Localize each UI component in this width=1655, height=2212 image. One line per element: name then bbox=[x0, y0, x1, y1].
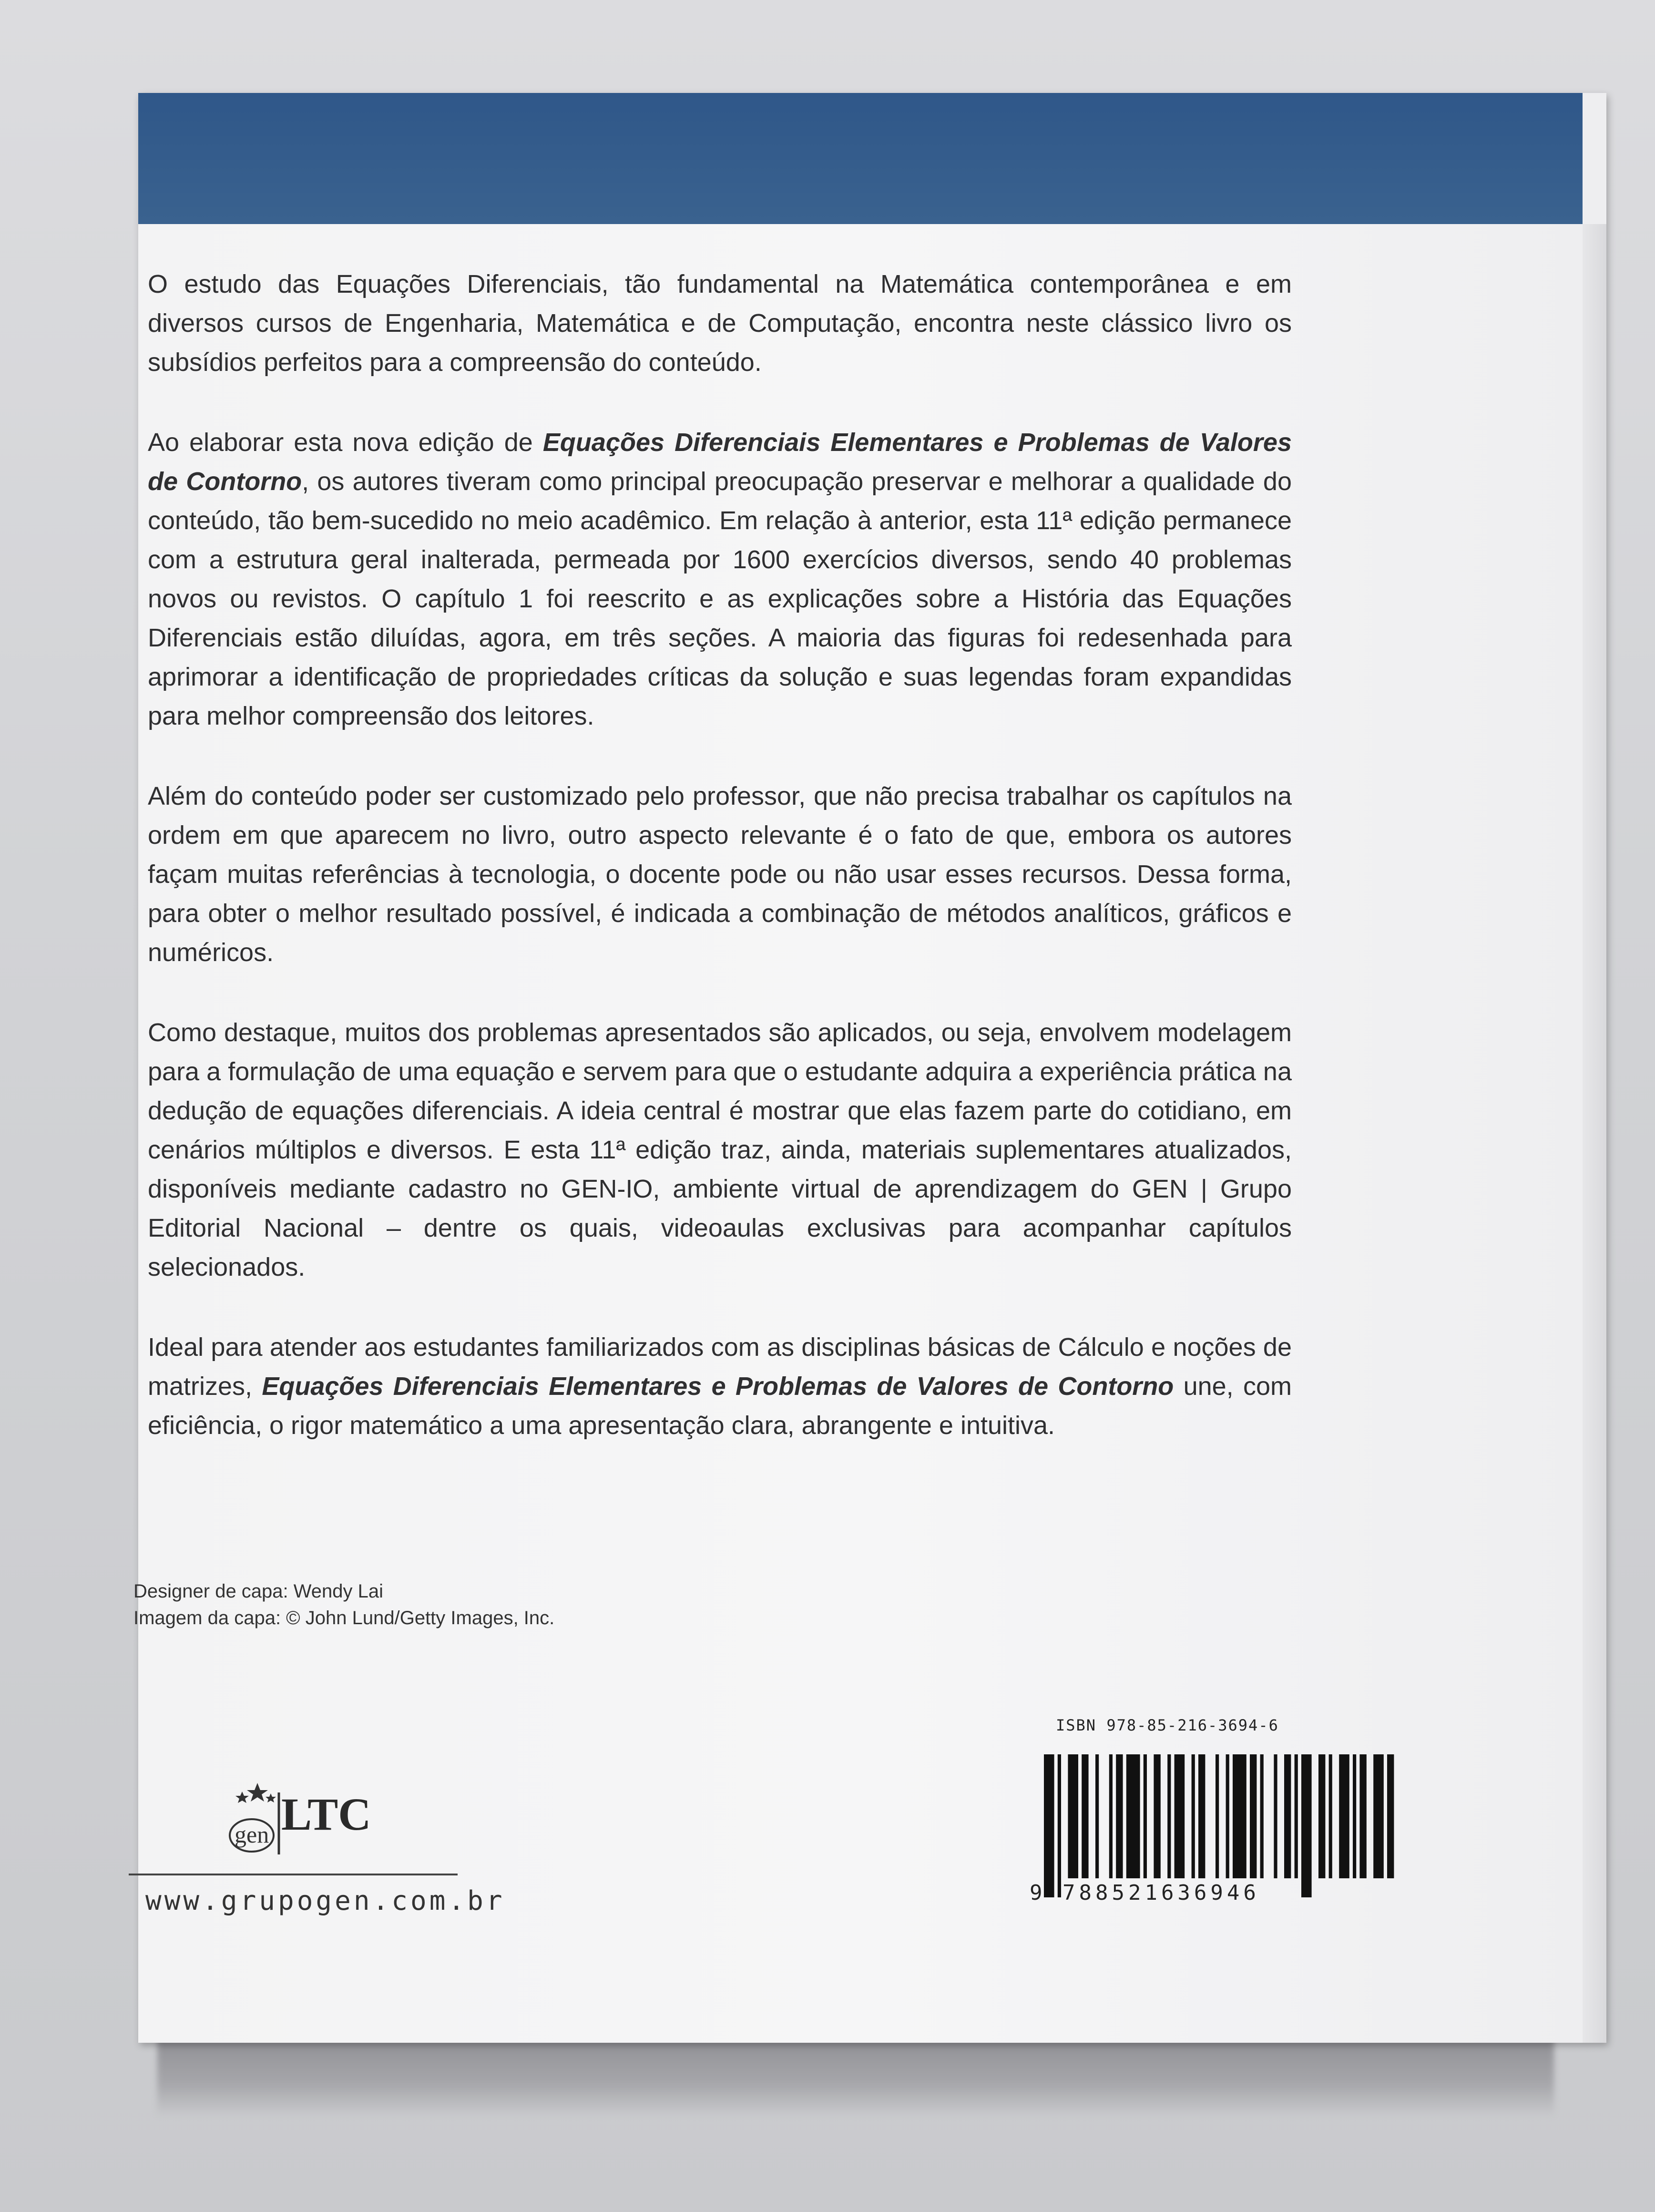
barcode-digits bbox=[1030, 1881, 1260, 1905]
barcode-bar bbox=[1116, 1754, 1123, 1878]
paragraph-2-before: Ao elaborar esta nova edição de bbox=[148, 428, 543, 457]
book-shadow bbox=[157, 2036, 1554, 2117]
paragraph-4 bbox=[148, 1013, 1292, 1287]
paragraph-5 bbox=[148, 1328, 1292, 1445]
publisher-url: www.grupogen.com.br bbox=[145, 1885, 505, 1916]
barcode-bar bbox=[1284, 1754, 1291, 1878]
page-edge bbox=[1583, 224, 1606, 2043]
barcode-bar bbox=[1109, 1754, 1113, 1878]
barcode-lead-digit: 9 bbox=[1030, 1881, 1046, 1905]
image-credit: Imagem da capa: © John Lund/Getty Images, Inc. bbox=[133, 1608, 555, 1628]
barcode-bar bbox=[1373, 1754, 1384, 1878]
blurb-text bbox=[148, 265, 1292, 1486]
barcode-bar bbox=[1198, 1754, 1205, 1878]
barcode-bar bbox=[1387, 1754, 1394, 1878]
barcode-bar bbox=[1082, 1754, 1088, 1878]
barcode-bar bbox=[1274, 1754, 1277, 1878]
barcode-bar bbox=[1126, 1754, 1140, 1878]
barcode-bars bbox=[1044, 1754, 1394, 1897]
paragraph-3-text: Além do conteúdo poder ser customizado pelo professor, que não precisa trabalhar os capítulos na ordem em que aparecem no livro, outro aspecto relevante é o fato de que, embora os autores façam muitas referências à tecnologia, o docente pode ou não usar esses recursos. Dessa forma, para obter o melhor resultado possível, é indicada a combinação de métodos analíticos, gráficos e numéricos. bbox=[148, 782, 1292, 967]
paragraph-5-after: une, com eficiência, o rigor matemático a uma apresentação clara, abrangente e intuitiva. bbox=[148, 1372, 1292, 1440]
paragraph-1-text: O estudo das Equações Diferenciais, tão fundamental na Matemática contemporânea e em diversos cursos de Engenharia, Matemática e de Computação, encontra neste clássico livro os subsídios perfeitos para a compreensão do conteúdo. bbox=[148, 270, 1292, 377]
paragraph-4-text: Como destaque, muitos dos problemas apresentados são aplicados, ou seja, envolvem modelagem para a formulação de uma equação e servem para que o estudante adquira a experiência prática na dedução de equações diferenciais. A ideia central é mostrar que elas fazem parte do cotidiano, em cenários múltiplos e diversos. E esta 11ª edição traz, ainda, materiais suplementares atualizados, disponíveis mediante cadastro no GEN-IO, ambiente virtual de aprendizagem do GEN | Grupo Editorial Nacional – dentre os quais, videoaulas exclusivas para acompanhar capítulos selecionados. bbox=[148, 1018, 1292, 1281]
barcode-bar bbox=[1295, 1754, 1298, 1878]
barcode-bar bbox=[1359, 1754, 1366, 1878]
paragraph-5-before: Ideal para atender aos estudantes familiarizados com as disciplinas básicas de Cálculo e noções de matrizes, bbox=[148, 1333, 1292, 1401]
paragraph-2-book-title: Equações Diferenciais Elementares e Problemas de Valores de Contorno bbox=[148, 428, 1292, 496]
barcode-bar bbox=[1226, 1754, 1229, 1878]
barcode-bar bbox=[1318, 1754, 1325, 1878]
cover-credits bbox=[133, 1578, 554, 1631]
barcode-bar bbox=[1216, 1754, 1219, 1878]
barcode-bar bbox=[1175, 1754, 1185, 1878]
paragraph-1 bbox=[148, 265, 1292, 382]
logo-divider bbox=[129, 1874, 458, 1875]
gen-wordmark: gen bbox=[235, 1821, 269, 1848]
barcode-bar bbox=[1068, 1754, 1078, 1878]
barcode-number: 788521636946 bbox=[1062, 1881, 1260, 1905]
paragraph-5-book-title: Equações Diferenciais Elementares e Problemas de Valores de Contorno bbox=[262, 1372, 1174, 1401]
barcode-bar bbox=[1329, 1754, 1332, 1878]
ltc-wordmark: LTC bbox=[281, 1789, 371, 1840]
barcode-bar bbox=[1192, 1754, 1195, 1878]
barcode-bar bbox=[1339, 1754, 1349, 1878]
barcode-bar bbox=[1301, 1754, 1312, 1897]
barcode-bar bbox=[1167, 1754, 1171, 1878]
paragraph-2-after: , os autores tiveram como principal preocupação preservar e melhorar a qualidade do conteúdo, tão bem-sucedido no meio acadêmico. Em relação à anterior, esta 11ª edição permanece com a estrutura geral inalterada, permeada por 1600 exercícios diversos, sendo 40 problemas novos ou revistos. O capítulo 1 foi reescrito e as explicações sobre a História das Equações Diferenciais estão diluídas, agora, em três seções. A maioria das figuras foi redesenhada para aprimorar a identificação de propriedades críticas da solução e suas legendas foram expandidas para melhor compreensão dos leitores. bbox=[148, 467, 1292, 730]
barcode-bar bbox=[1154, 1754, 1160, 1878]
paragraph-2 bbox=[148, 423, 1292, 736]
barcode-bar bbox=[1095, 1754, 1099, 1878]
barcode-bar bbox=[1353, 1754, 1356, 1878]
designer-credit: Designer de capa: Wendy Lai bbox=[133, 1581, 384, 1602]
barcode-bar bbox=[1250, 1754, 1257, 1878]
barcode-bar bbox=[1044, 1754, 1054, 1897]
paragraph-3 bbox=[148, 777, 1292, 972]
barcode-bar bbox=[1144, 1754, 1147, 1878]
blue-top-band bbox=[138, 93, 1583, 224]
barcode-bar bbox=[1233, 1754, 1246, 1878]
barcode-bar bbox=[1058, 1754, 1061, 1897]
isbn-label: ISBN 978-85-216-3694-6 bbox=[1056, 1716, 1279, 1734]
barcode-bar bbox=[1260, 1754, 1264, 1878]
